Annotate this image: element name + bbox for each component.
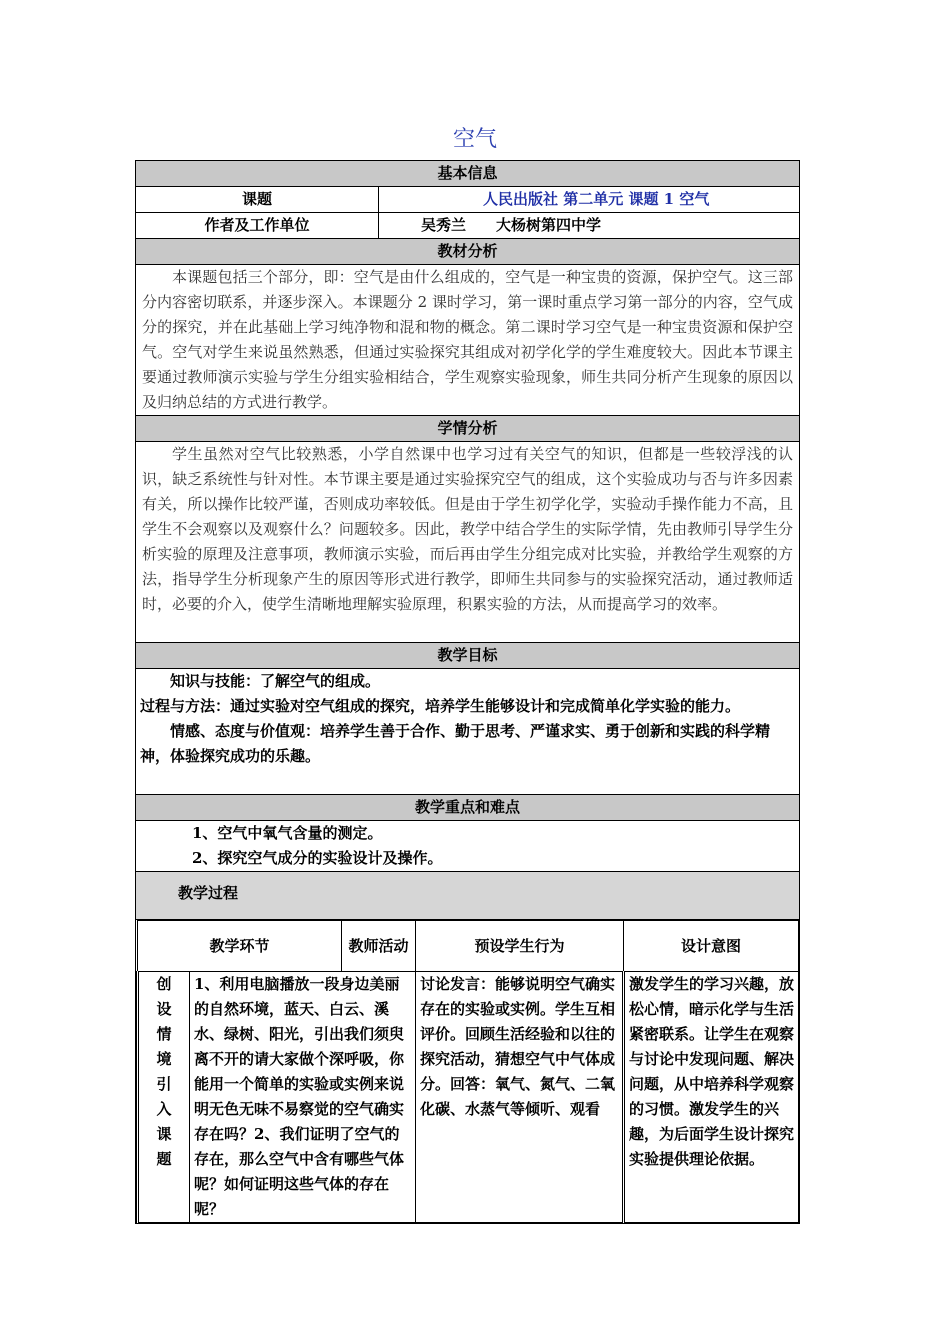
topic-value: 人民出版社 第二单元 课题 1 空气 bbox=[379, 187, 800, 213]
process-header: 教学过程 bbox=[136, 872, 800, 920]
process-table-row bbox=[136, 920, 800, 1224]
objective-knowledge: 知识与技能：了解空气的组成。 bbox=[170, 672, 381, 690]
objectives-row bbox=[136, 669, 800, 795]
objective-emotion: 情感、态度与价值观：培养学生善于合作、勤于思考、严谨求实、勇于创新和实践的科学精神，体验探究成功的乐趣。 bbox=[140, 722, 771, 765]
process-column-headers bbox=[138, 921, 799, 972]
material-analysis-text: 本课题包括三个部分，即：空气是由什么组成的，空气是一种宝贵的资源，保护空气。这三部分内容密切联系，并逐步深入。本课题分 2 课时学习，第一课时重点学习第一部分的内容，空气成分的探究，并在此基础上学习纯净物和混和物的概念。第二课时学习空气是一种宝贵资源和保护空气。空气对学生来说虽然熟悉，但通过实验探究其组成对初学化学的学生难度较大。因此本节课主要通过教师演示实验与学生分组实验相结合，学生观察实验现象，师生共同分析产生现象的原因以及归纳总结的方式进行教学。 bbox=[136, 265, 800, 416]
col-stage: 教学环节 bbox=[138, 921, 342, 972]
topic-label: 课题 bbox=[136, 187, 379, 213]
stage-name: 创设情境引入课题 bbox=[138, 972, 190, 1223]
topic-row bbox=[136, 187, 800, 213]
section-header-basic-info bbox=[136, 161, 800, 187]
objectives-header: 教学目标 bbox=[136, 643, 800, 669]
process-header-row bbox=[136, 872, 800, 920]
basic-info-header: 基本信息 bbox=[136, 161, 800, 187]
col-intent: 设计意图 bbox=[624, 921, 799, 972]
key-point-2: 2、探究空气成分的实验设计及操作。 bbox=[192, 849, 443, 867]
author-label: 作者及工作单位 bbox=[136, 213, 379, 239]
student-row bbox=[136, 442, 800, 643]
author-value: 吴秀兰 大杨树第四中学 bbox=[379, 213, 800, 239]
key-points-row bbox=[136, 821, 800, 872]
material-analysis-header: 教材分析 bbox=[136, 239, 800, 265]
objectives-content bbox=[136, 669, 800, 795]
col-student: 预设学生行为 bbox=[416, 921, 624, 972]
student-behavior: 讨论发言：能够说明空气确实存在的实验或实例。学生互相评价。回顾生活经验和以往的探究活动，猜想空气中气体成分。回答：氧气、氮气、二氧化碳、水蒸气等倾听、观看 bbox=[416, 972, 624, 1223]
objective-process: 过程与方法：通过实验对空气组成的探究，培养学生能够设计和完成简单化学实验的能力。 bbox=[140, 697, 741, 715]
material-row bbox=[136, 265, 800, 416]
page-title: 空气 bbox=[452, 127, 497, 152]
key-point-1: 1、空气中氧气含量的测定。 bbox=[192, 824, 383, 842]
teacher-activity: 1、利用电脑播放一段身边美丽的自然环境，蓝天、白云、溪水、绿树、阳光，引出我们须臾离不开的请大家做个深呼吸，你能用一个简单的实验或实例来说明无色无味不易察觉的空气确实存在吗？2、我们证明了空气的存在，那么空气中含有哪些气体呢？如何证明这些气体的存在呢？ bbox=[190, 972, 416, 1223]
student-analysis-text: 学生虽然对空气比较熟悉，小学自然课中也学习过有关空气的知识，但都是一些较浮浅的认识，缺乏系统性与针对性。本节课主要是通过实验探究空气的组成，这个实验成功与否与许多因素有关，所以操作比较严谨，否则成功率较低。但是由于学生初学化学，实验动手操作能力不高，且学生不会观察以及观察什么？问题较多。因此，教学中结合学生的实际学情，先由教师引导学生分析实验的原理及注意事项，教师演示实验，而后再由学生分组完成对比实验，并教给学生观察的方法，指导学生分析现象产生的原因等形式进行教学，即师生共同参与的实验探究活动，通过教师适时，必要的介入，使学生清晰地理解实验原理，积累实验的方法，从而提高学习的效率。 bbox=[136, 442, 800, 643]
design-intent: 激发学生的学习兴趣，放松心情，暗示化学与生活紧密联系。让学生在观察与讨论中发现问题、解决问题，从中培养科学观察的习惯。激发学生的兴趣，为后面学生设计探究实验提供理论依据。 bbox=[624, 972, 799, 1223]
student-analysis-header: 学情分析 bbox=[136, 416, 800, 442]
section-header-student bbox=[136, 416, 800, 442]
lesson-plan-table bbox=[135, 160, 800, 1224]
section-header-material bbox=[136, 239, 800, 265]
section-header-objectives bbox=[136, 643, 800, 669]
author-row bbox=[136, 213, 800, 239]
key-points-content bbox=[136, 821, 800, 872]
process-table bbox=[136, 920, 799, 1223]
process-table-cell bbox=[136, 920, 800, 1224]
key-points-header: 教学重点和难点 bbox=[136, 795, 800, 821]
col-teacher: 教师活动 bbox=[342, 921, 416, 972]
process-row-intro bbox=[138, 972, 799, 1223]
section-header-key-points bbox=[136, 795, 800, 821]
